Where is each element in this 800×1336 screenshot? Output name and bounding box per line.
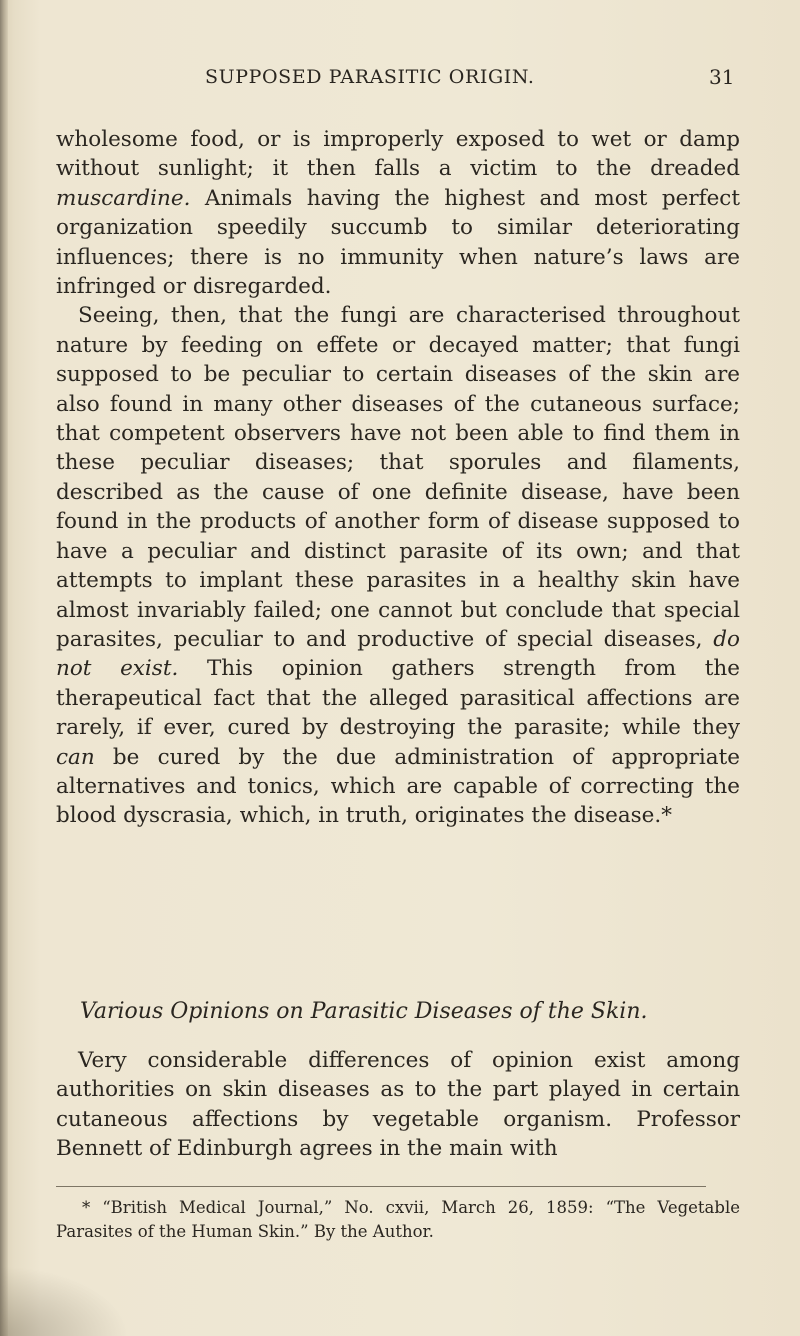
running-head xyxy=(0,62,800,92)
footnote-text: * “British Medical Journal,” No. cxvii, March 26, 1859: “The Vegetable Parasites of the Human Skin.” By the Author. xyxy=(56,1198,740,1241)
section-heading: Various Opinions on Parasitic Diseases of the Skin. xyxy=(80,999,648,1024)
emphasis-muscardine: muscardine. xyxy=(56,185,191,211)
main-text xyxy=(56,125,740,831)
page-gutter xyxy=(0,0,8,1336)
running-title: SUPPOSED PARASITIC ORIGIN. xyxy=(205,66,535,88)
footnote xyxy=(56,1196,740,1244)
footnote-divider xyxy=(56,1186,706,1187)
page-number: 31 xyxy=(709,65,735,89)
emphasis-do-not-exist: do not exist. xyxy=(56,626,740,682)
emphasis-can: can xyxy=(56,744,95,770)
section-paragraph: Very considerable differences of opinion exist among authorities on skin diseases as to the part played in certain cutaneous affections by vegetable organism. Professor Bennett of Edinburgh agrees in the main with xyxy=(56,1048,740,1162)
page-corner-shadow xyxy=(0,1266,130,1336)
section-text xyxy=(56,1046,740,1164)
paragraph-continued: wholesome food, or is improperly exposed to wet or damp without sunlight; it then falls a victim to the dreaded muscardine. Animals having the highest and most perfect organization speedily succumb to similar deteriorating influences; there is no immunity when nature’s laws are infringed or disregarded. xyxy=(56,127,740,300)
paragraph-conclusion: Seeing, then, that the fungi are characterised throughout nature by feeding on effete or decayed matter; that fungi supposed to be peculiar to certain diseases of the skin are also found in many other diseases of the cutaneous surface; that competent observers have not been able to find them in these peculiar diseases; that sporules and filaments, described as the cause of one definite disease, have been found in the products of another form of disease supposed to have a peculiar and distinct parasite of its own; and that attempts to implant these parasites in a healthy skin have almost invariably failed; one cannot but conclude that special parasites, peculiar to and productive of special diseases, do not exist. This opinion gathers strength from the therapeutical fact that the alleged parasitical affections are rarely, if ever, cured by destroying the parasite; while they can be cured by the due administration of appropriate alternatives and tonics, which are capable of correcting the blood dyscrasia, which, in truth, originates the disease.* xyxy=(56,303,740,829)
